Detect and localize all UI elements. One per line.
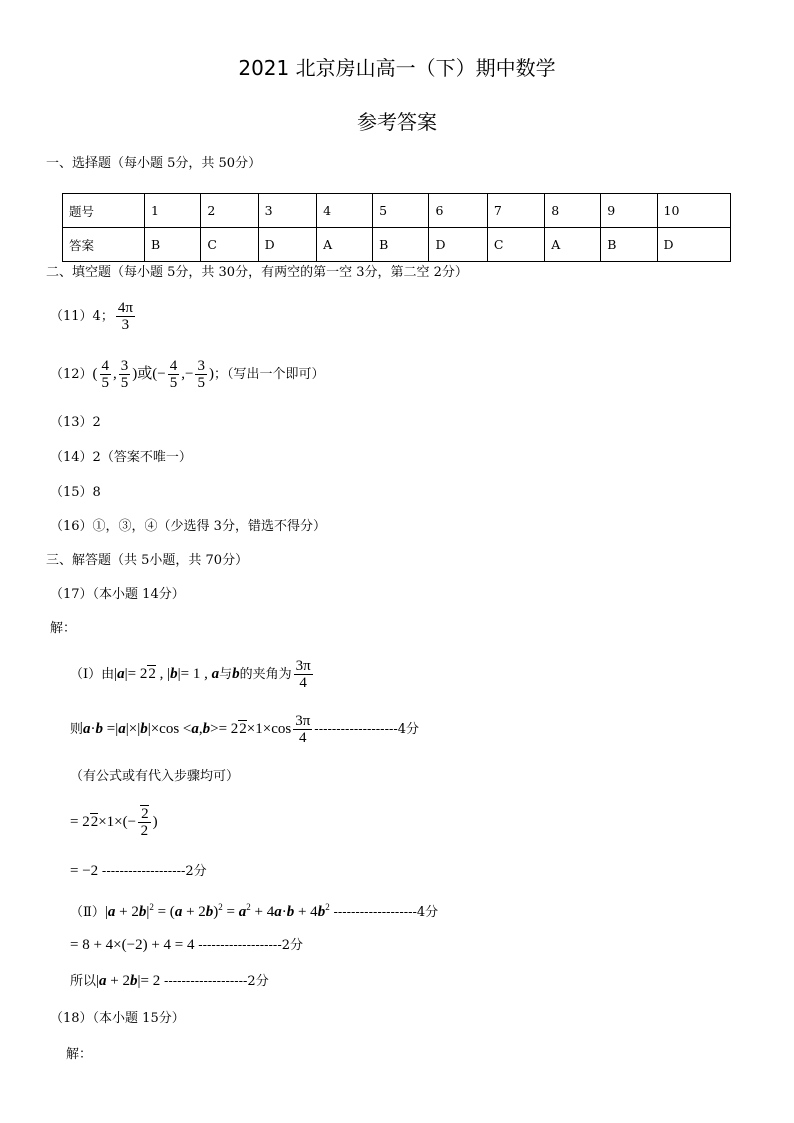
table-cell: D xyxy=(258,228,316,262)
table-cell: 8 xyxy=(545,194,601,228)
table-cell: D xyxy=(429,228,487,262)
q17-part2-result: 所以|a + 2b|= 2 -------------------2分 xyxy=(70,973,269,989)
formula-note: （有公式或有代入步骤均可） xyxy=(70,769,240,784)
score-2: -------------------2分 xyxy=(163,974,269,989)
angle-text-2: 的夹角为 xyxy=(239,667,292,682)
score-2: -------------------2分 xyxy=(101,864,207,879)
table-cell: 10 xyxy=(657,194,730,228)
table-header-label: 题号 xyxy=(63,194,145,228)
table-cell: 1 xyxy=(145,194,201,228)
answer-12-label: （12） xyxy=(50,366,93,382)
answer-12-math: ( $\frac{4}{5}$ , $\frac{3}{5}$ )或(− $\frac{4}{5}$ ,− $\frac{3}{5}$ ) xyxy=(92,358,214,391)
table-cell: C xyxy=(487,228,544,262)
table-row-numbers xyxy=(63,194,731,228)
table-cell: B xyxy=(373,228,429,262)
table-cell: A xyxy=(317,228,373,262)
table-row-answers xyxy=(63,228,731,262)
table-cell: 3 xyxy=(258,194,316,228)
q17-part1: （Ⅰ）由|a|= 22 , |b|= 1 , a与b的夹角为 $\frac{3\pi}{4}$ xyxy=(70,658,311,691)
score-4: -------------------4分 xyxy=(333,905,439,920)
part2-prefix: （Ⅱ） xyxy=(70,905,105,920)
answer-14: （14）2（答案不唯一） xyxy=(50,450,192,465)
table-cell: 6 xyxy=(429,194,487,228)
answer-table xyxy=(62,193,731,262)
question-17-label: （17）（本小题 14分） xyxy=(50,587,185,602)
numerator: 4π xyxy=(117,300,133,316)
answer-11 xyxy=(50,300,137,333)
table-cell: 5 xyxy=(373,194,429,228)
table-cell: 9 xyxy=(601,194,657,228)
table-cell: 2 xyxy=(201,194,258,228)
answer-12-note: ；（写出一个即可） xyxy=(213,366,325,382)
page-title: 2021 北京房山高一（下）期中数学 xyxy=(238,56,556,80)
table-answer-label: 答案 xyxy=(63,228,145,262)
answer-11-label: （11）4； xyxy=(50,309,114,324)
therefore-text: 所以 xyxy=(70,974,97,989)
q17-part2-calc: = 8 + 4×(−2) + 4 = 4 -------------------2分 xyxy=(70,937,303,953)
score-2: -------------------2分 xyxy=(198,938,303,953)
question-18-label: （18）（本小题 15分） xyxy=(50,1011,185,1026)
section-1-heading: 一、选择题（每小题 5分，共 50分） xyxy=(46,156,262,171)
q17-step-substitute: = 22×1×(− $\frac{2}{2}$ ) xyxy=(70,806,158,839)
answer-12 xyxy=(50,358,324,391)
part1-prefix: （Ⅰ）由 xyxy=(70,667,115,682)
q17-dot-product: 则a·b =|a|×|b|×cos <a,b>= 22×1×cos $\frac{3\pi}{4}$ -------------------4分 xyxy=(70,713,420,746)
fraction xyxy=(116,300,135,333)
table-cell: C xyxy=(201,228,258,262)
solve-label-18: 解： xyxy=(66,1047,93,1062)
answer-16: （16）①，③，④（少选得 3分，错选不得分） xyxy=(50,519,326,534)
page-subtitle: 参考答案 xyxy=(357,110,437,134)
section-2-heading: 二、填空题（每小题 5分，共 30分，有两空的第一空 3分，第二空 2分） xyxy=(46,265,468,280)
table-cell: 4 xyxy=(317,194,373,228)
answer-13: （13）2 xyxy=(50,415,101,430)
table-cell: 7 xyxy=(487,194,544,228)
score-4: -------------------4分 xyxy=(314,722,420,737)
section-3-heading: 三、解答题（共 5小题，共 70分） xyxy=(46,553,249,568)
answer-15: （15）8 xyxy=(50,485,101,500)
solve-label: 解： xyxy=(50,621,77,636)
table-cell: D xyxy=(657,228,730,262)
denominator: 3 xyxy=(121,317,130,333)
q17-part2: （Ⅱ）|a + $2b|^2 = (a + 2b)^2 = a^2 + 4a\cdot b + 4b^2$ -------------------4分 xyxy=(70,902,439,920)
table-cell: A xyxy=(545,228,601,262)
angle-text: 与 xyxy=(219,667,233,682)
table-cell: B xyxy=(145,228,201,262)
q17-result: = −2 -------------------2分 xyxy=(70,863,207,879)
table-cell: B xyxy=(601,228,657,262)
then-prefix: 则 xyxy=(70,722,84,737)
